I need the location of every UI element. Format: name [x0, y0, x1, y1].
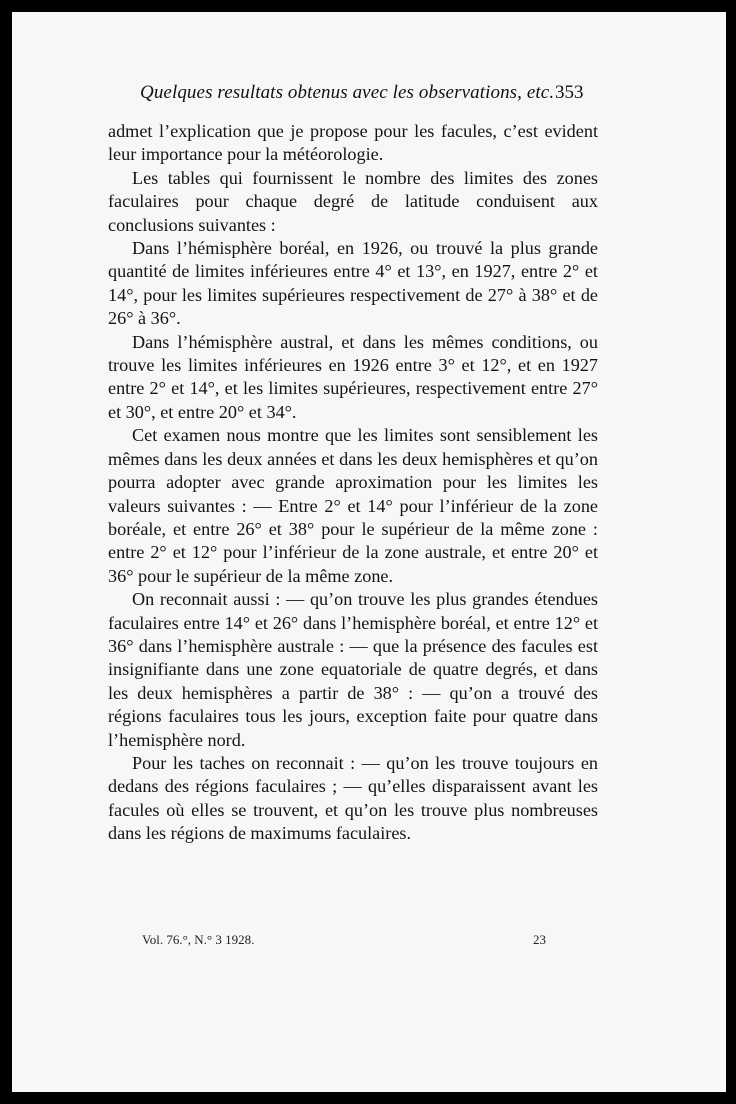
document-page	[12, 12, 726, 1092]
signature-mark: 23	[533, 932, 546, 947]
paragraph: Dans l’hémisphère austral, et dans les mêmes conditions, ou trouve les limites inférieures en 1926 entre 3° et 12°, et en 1927 entre 2° et 14°, et les limites supérieures, respectivement entre 27° et 30°, et entre 20° et 34°.	[108, 331, 598, 422]
page-number: 353	[555, 82, 584, 103]
volume-info: Vol. 76.°, N.° 3 1928.	[142, 932, 255, 947]
paragraph: admet l’explication que je propose pour les facules, c’est evident leur importance pour la météorologie.	[108, 121, 598, 165]
body-text	[108, 120, 598, 846]
paragraph: On reconnait aussi : — qu’on trouve les plus grandes étendues faculaires entre 14° et 26° dans l’hemisphère boréal, et entre 12° et 36° dans l’hemisphère australe : — que la présence des facules est insignifiante dans une zone equatoriale de quatre degrés, et dans les deux hemisphères a partir de 38° : — qu’on a trouvé des régions faculaires tous les jours, exception faite pour quatre dans l’hemisphère nord.	[108, 589, 598, 750]
paragraph: Pour les taches on reconnait : — qu’on les trouve toujours en dedans des régions faculaires ; — qu’elles disparaissent avant les facules où elles se trouvent, et qu’on les trouve plus nombreuses dans les régions de maximums faculaires.	[108, 752, 598, 844]
paragraph: Les tables qui fournissent le nombre des limites des zones faculaires pour chaque degré de latitude conduisent aux conclusions suivantes :	[108, 167, 598, 235]
page-header	[12, 82, 726, 112]
paragraph: Cet examen nous montre que les limites sont sensiblement les mêmes dans les deux années et dans les deux hemisphères et qu’on pourra adopter avec grande aproximation pour les limites les valeurs suivantes : — Entre 2° et 14° pour l’inférieur de la zone boréale, et entre 26° et 38° pour le supérieur de la même zone : entre 2° et 12° pour l’inférieur de la zone australe, et entre 20° et 36° pour le supérieur de la même zone.	[108, 425, 598, 586]
paragraph: Dans l’hémisphère boréal, en 1926, ou trouvé la plus grande quantité de limites inférieures entre 4° et 13°, en 1927, entre 2° et 14°, pour les limites supérieures respectivement de 27° à 38° et de 26° à 36°.	[108, 238, 598, 329]
running-title: Quelques resultats obtenus avec les observations, etc.	[140, 82, 555, 103]
